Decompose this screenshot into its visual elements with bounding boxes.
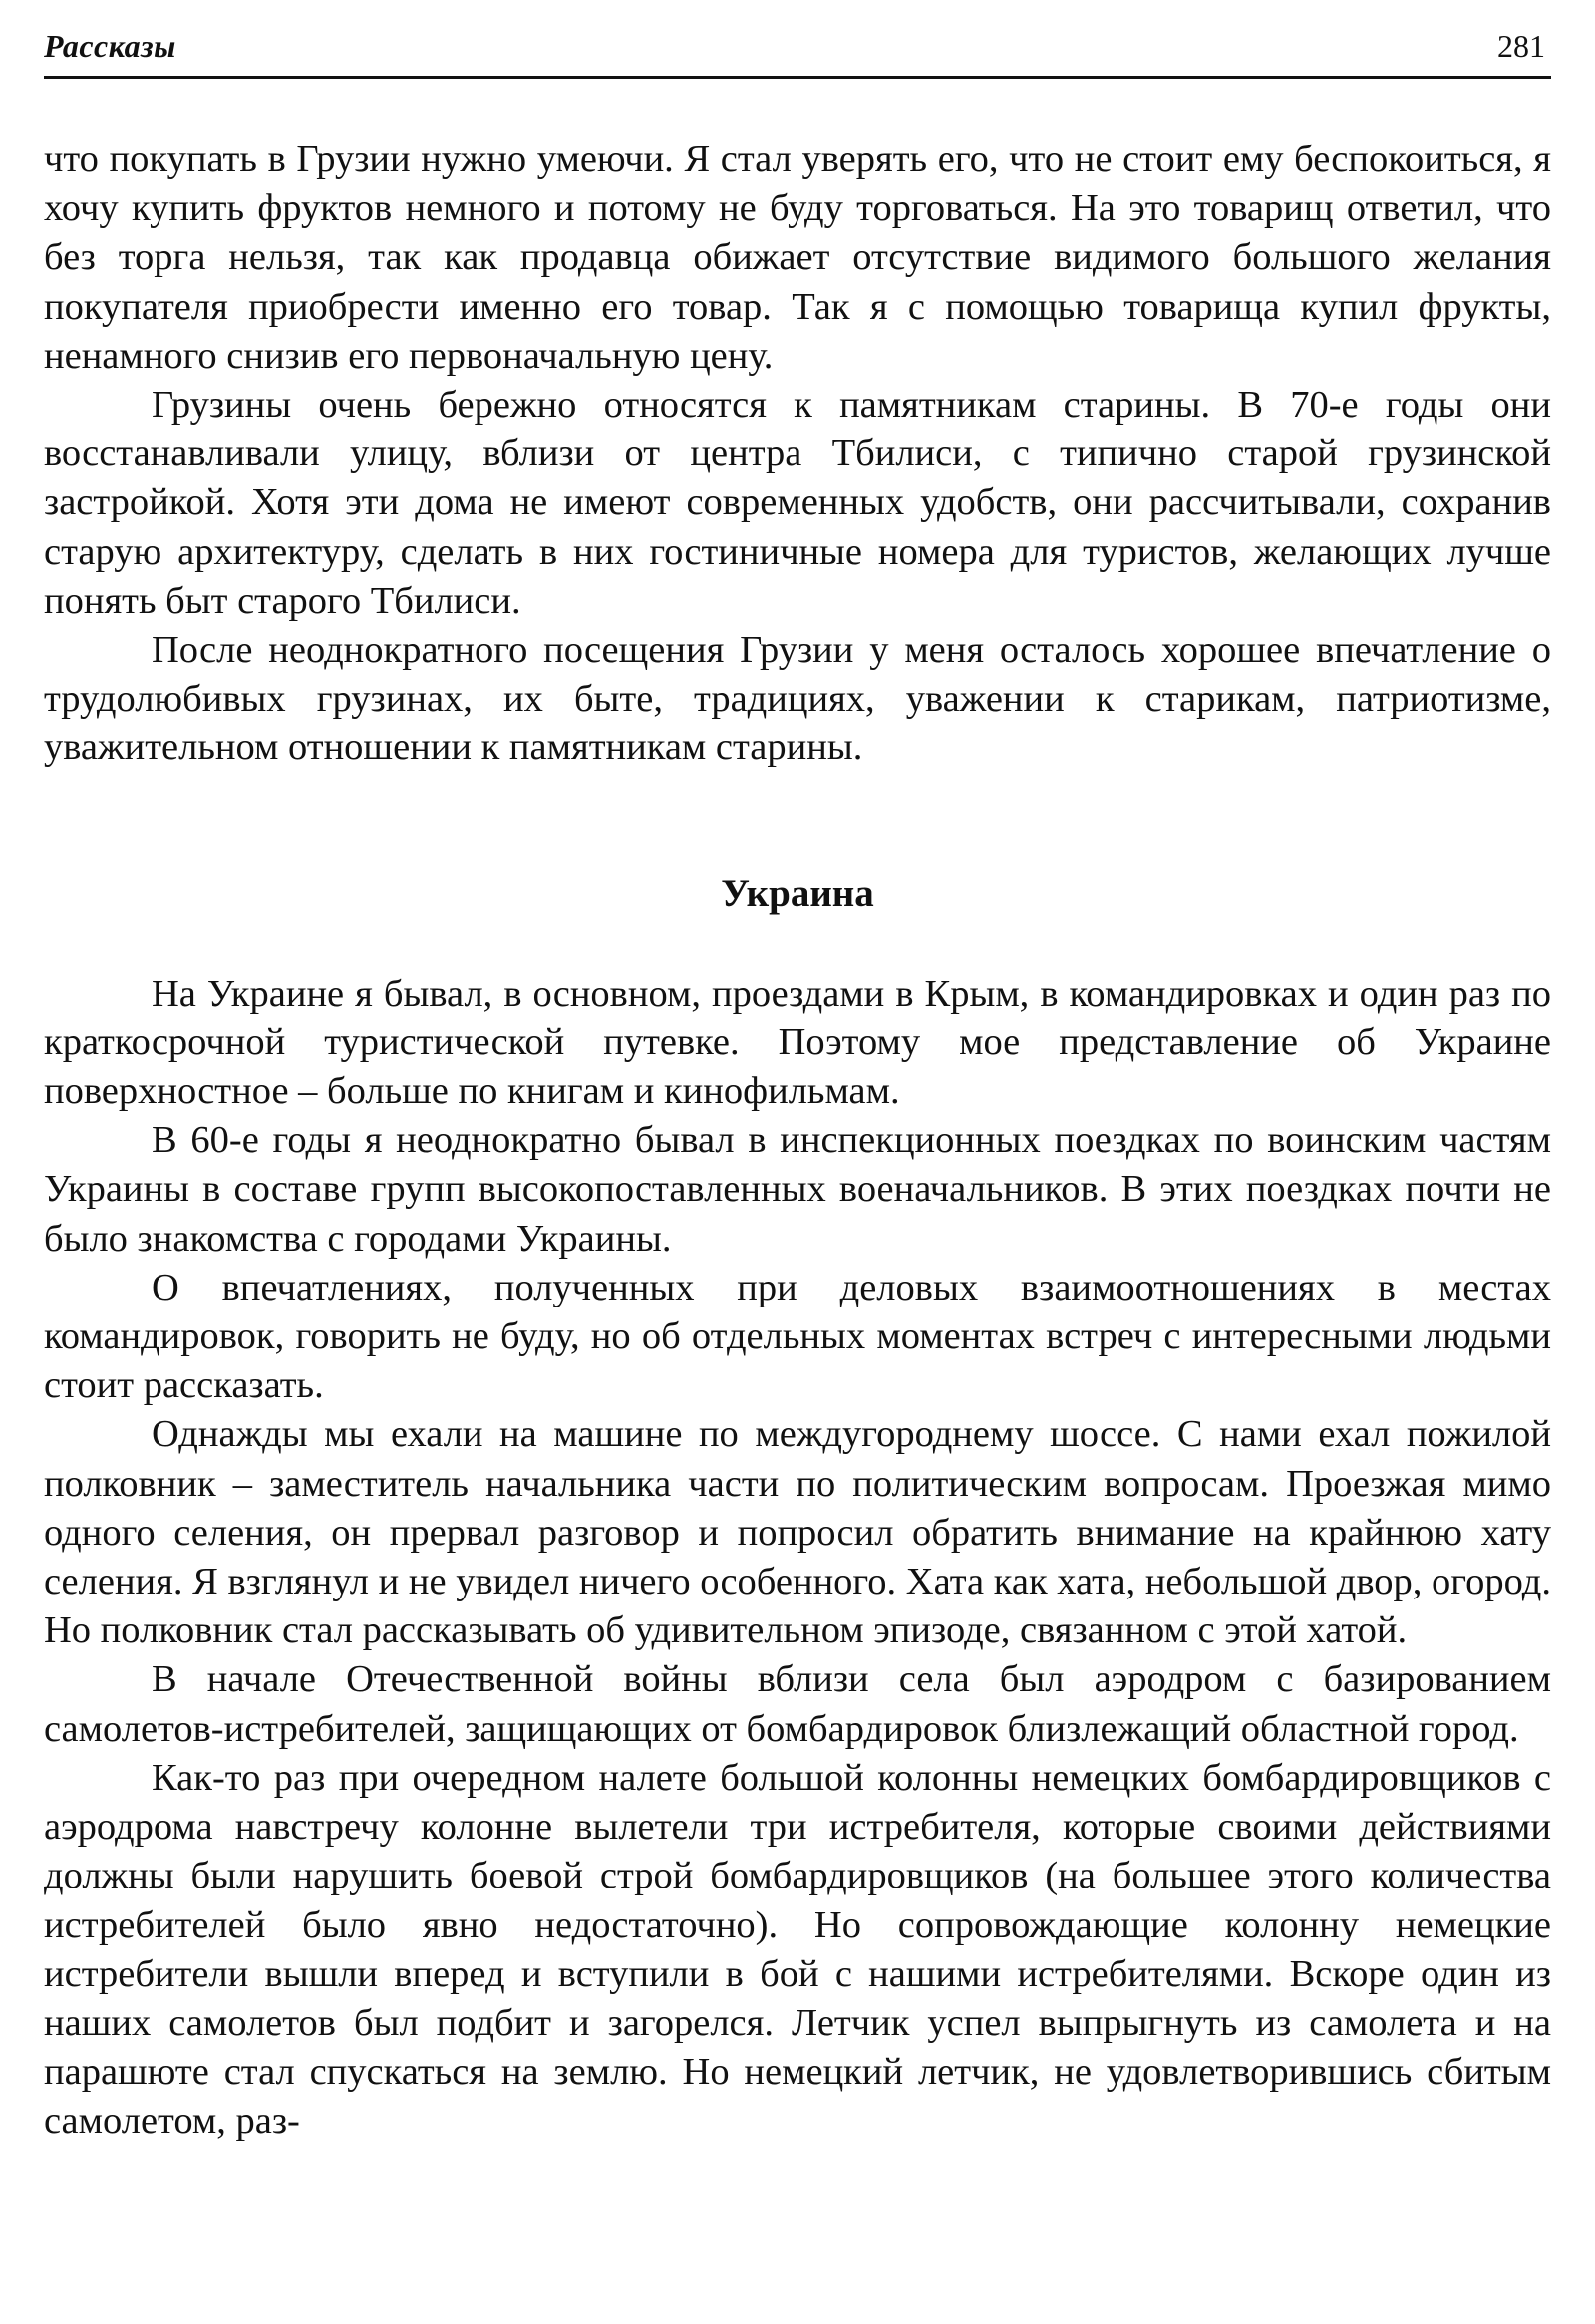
- paragraph: Однажды мы ехали на машине по междугороднему шоссе. С нами ехал пожилой полковник – заместитель начальника части по политическим вопросам. Проезжая мимо одного селения, он прервал разговор и попросил обратить внимание на крайнюю хату селения. Я взглянул и не увидел ничего особенного. Хата как хата, небольшой двор, огород. Но полковник стал рассказывать об удивительном эпизоде, связанном с этой хатой.: [44, 1413, 1551, 1652]
- paragraph: На Украине я бывал, в основном, проездами в Крым, в командировках и один раз по краткосрочной туристической путевке. Поэтому мое представление об Украине поверхностное – больше по книгам и кинофильмам.: [44, 972, 1551, 1113]
- title-spacer: [44, 918, 1551, 970]
- section-spacer: [44, 773, 1551, 869]
- paragraph: После неоднократного посещения Грузии у меня осталось хорошее впечатление о трудолюбивых грузинах, их быте, традициях, уважении к старикам, патриотизме, уважительном отношении к памятникам старины.: [44, 629, 1551, 769]
- paragraph: Грузины очень бережно относятся к памятникам старины. В 70-е годы они восстанавливали улицу, вблизи от центра Тбилиси, с типично старой грузинской застройкой. Хотя эти дома не имеют современных удобств, они рассчитывали, сохранив старую архитектуру, сделать в них гостиничные номера для туристов, желающих лучше понять быт старого Тбилиси.: [44, 384, 1551, 622]
- page-number: 281: [1497, 28, 1545, 64]
- paragraph: В начале Отечественной войны вблизи села был аэродром с базированием самолетов-истребителей, защищающих от бомбардировок близлежащий областной город.: [44, 1658, 1551, 1750]
- running-title: Рассказы: [44, 28, 176, 64]
- section-title: Украина: [721, 871, 874, 915]
- page-body: [44, 136, 1551, 2147]
- running-header: [44, 24, 1551, 79]
- paragraph: Как-то раз при очередном налете большой колонны немецких бомбардировщиков с аэродрома навстречу колонне вылетели три истребителя, которые своими действиями должны были нарушить боевой строй бомбардировщиков (на большее этого количества истребителей было явно недостаточно). Но сопровождающие колонну немецкие истребители вышли вперед и вступили в бой с нашими истребителями. Вскоре один из наших самолетов был подбит и загорелся. Летчик успел выпрыгнуть из самолета и на парашюте стал спускаться на землю. Но немецкий летчик, не удовлетворившись сбитым самолетом, раз-: [44, 1756, 1551, 2143]
- paragraph: О впечатлениях, полученных при деловых взаимоотношениях в местах командировок, говорить не буду, но об отдельных моментах встреч с интересными людьми стоит рассказать.: [44, 1266, 1551, 1407]
- paragraph: В 60-е годы я неоднократно бывал в инспекционных поездках по воинским частям Украины в составе групп высокопоставленных военачальников. В этих поездках почти не было знакомства с городами Украины.: [44, 1119, 1551, 1260]
- paragraph-continuation: что покупать в Грузии нужно умеючи. Я стал уверять его, что не стоит ему беспокоиться, я хочу купить фруктов немного и потому не буду торговаться. На это товарищ ответил, что без торга нельзя, так как продавца обижает отсутствие видимого большого желания покупателя приобрести именно его товар. Так я с помощью товарища купил фрукты, ненамного снизив его первоначальную цену.: [44, 139, 1551, 377]
